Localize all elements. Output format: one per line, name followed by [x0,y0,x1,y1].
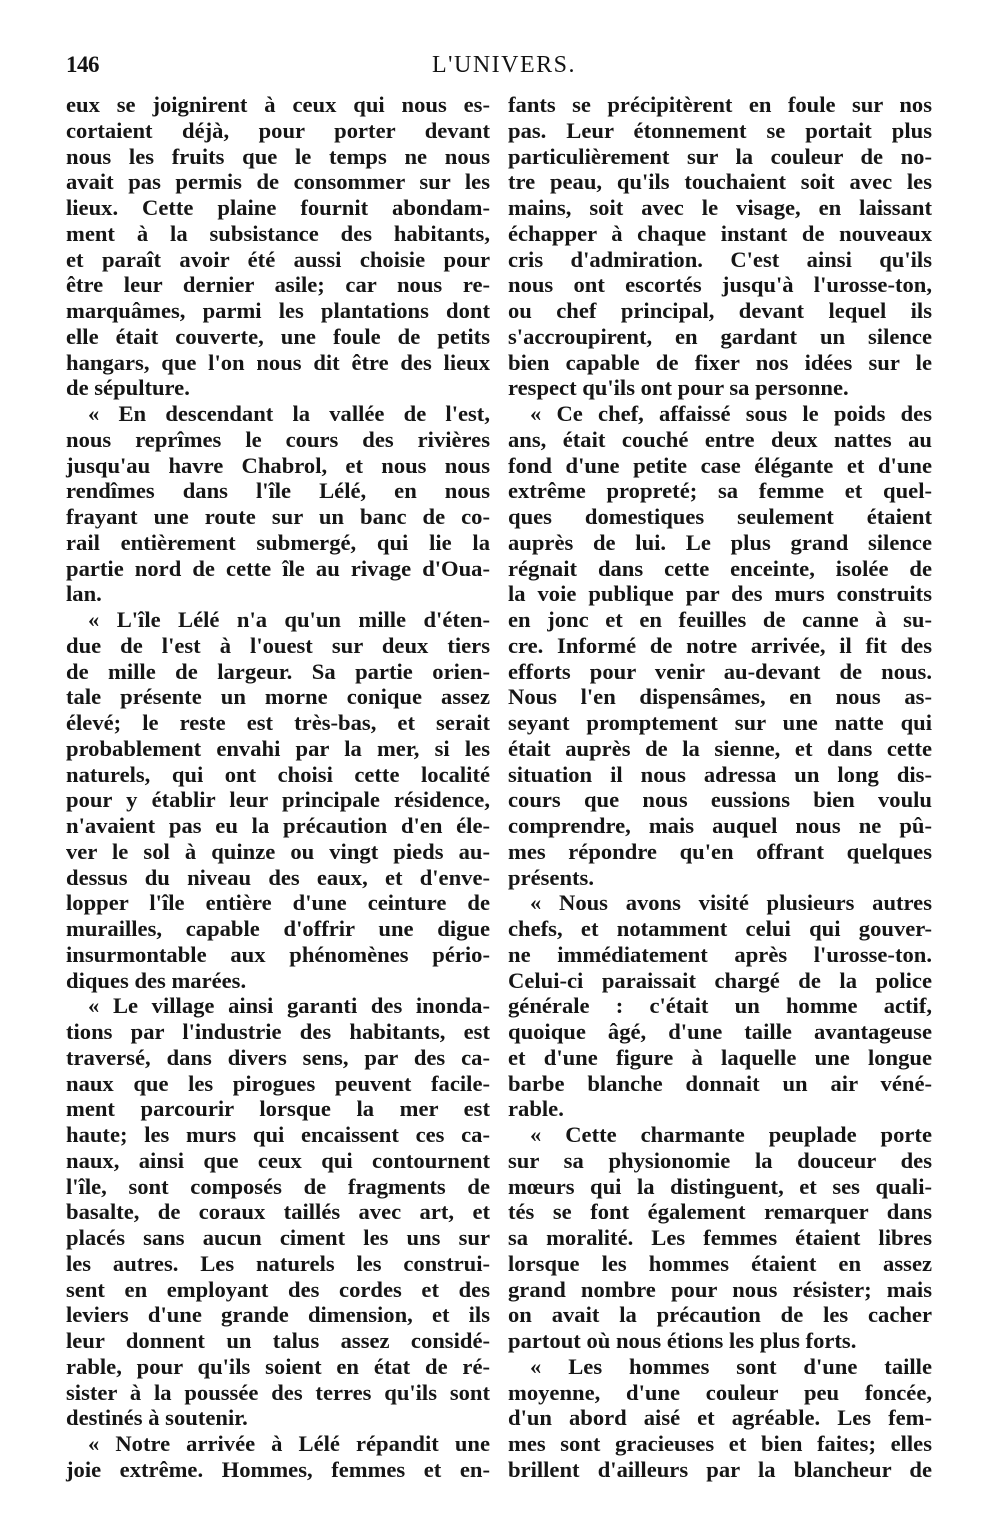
paragraph-first-line: « Notre arrivée à Lélé répandit une [88,1431,490,1456]
text-column-left [66,92,490,1483]
text-line: probablement envahi par la mer, si les [66,735,490,761]
text-line: respect qu'ils ont pour sa personne. [508,375,849,401]
text-line: l'île, sont composés de fragments de [66,1173,490,1199]
text-line: lopper l'île entière d'une ceinture de [66,890,490,916]
page-number: 146 [66,52,99,77]
text-line: comprendre, mais auquel nous ne pû- [508,813,932,838]
text-line: pas. Leur étonnement se portait plus [508,117,932,143]
paragraph-first-line: « Le village ainsi garanti des inonda- [88,993,490,1019]
text-line: mœurs qui la distinguent, et ses quali- [508,1173,932,1199]
text-line: être leur dernier asile; car nous re- [66,272,490,298]
text-line: tale présente un morne conique assez [66,684,490,710]
text-line: moyenne, d'une couleur peu foncée, [508,1379,932,1405]
text-line: murailles, capable d'offrir une digue [66,916,490,941]
text-line: mes répondre qu'en offrant quelques [508,838,932,864]
text-line: Celui-ci paraissait chargé de la police [508,967,932,993]
text-line: cortaient déjà, pour porter devant [66,117,490,143]
paragraph-first-line: « L'île Lélé n'a qu'un mille d'éten- [88,607,490,632]
text-line: destinés à soutenir. [66,1405,248,1431]
text-line: rable, pour qu'ils soient en état de ré- [66,1353,490,1379]
text-line: naux, ainsi que ceux qui contournent [66,1147,490,1173]
text-line: et paraît avoir été aussi choisie pour [66,246,490,272]
text-line: auprès de lui. Le plus grand silence [508,529,932,555]
text-line: elle était couverte, une foule de petits [66,323,490,349]
text-line: générale : c'était un homme actif, [508,993,932,1019]
text-line: ne immédiatement après l'urosse-ton. [508,941,932,967]
text-line: tions par l'industrie des habitants, est [66,1019,490,1044]
text-line: marquâmes, parmi les plantations dont [66,298,490,323]
text-line: ans, était couché entre deux nattes au [508,426,932,452]
text-line: chefs, et notamment celui qui gouver- [508,916,932,941]
text-line: cre. Informé de notre arrivée, il fit des [508,632,932,658]
text-line: mes sont gracieuses et bien faites; elles [508,1431,932,1456]
text-line: traversé, dans divers sens, par des ca- [66,1044,490,1070]
text-line: ver le sol à quinze ou vingt pieds au- [66,838,490,864]
text-line: régnait dans cette enceinte, isolée de [508,555,932,581]
text-line: ou chef principal, devant lequel ils [508,298,932,323]
text-line: hangars, que l'on nous dit être des lieux [66,349,490,375]
paragraph-first-line: « Cette charmante peuplade porte [530,1122,932,1147]
text-line: bien capable de fixer nos idées sur le [508,349,932,375]
text-line: on avait la précaution de les cacher [508,1302,932,1328]
text-line: les autres. Les naturels les construi- [66,1250,490,1276]
page-header [66,52,932,82]
text-line: rable. [508,1096,564,1122]
text-line: eux se joignirent à ceux qui nous es- [66,92,490,117]
text-line: s'accroupirent, en gardant un silence [508,323,932,349]
text-line: cris d'admiration. C'est ainsi qu'ils [508,246,932,272]
running-title: L'UNIVERS. [432,52,576,78]
text-line: Nous l'en dispensâmes, en nous as- [508,684,932,710]
text-line: basalte, de coraux taillés avec art, et [66,1199,490,1225]
text-line: barbe blanche donnait un air véné- [508,1070,932,1096]
text-line: tés se font également remarquer dans [508,1199,932,1225]
text-line: fond d'une petite case élégante et d'une [508,452,932,478]
text-line: lorsque les hommes étaient en assez [508,1250,932,1276]
text-line: fants se précipitèrent en foule sur nos [508,92,932,117]
text-line: n'avaient pas eu la précaution d'en éle- [66,813,490,838]
text-line: lan. [66,581,102,607]
text-line: seyant promptement sur une natte qui [508,710,932,735]
text-line: naturels, qui ont choisi cette localité [66,761,490,787]
text-line: nous reprîmes le cours des rivières [66,426,490,452]
text-line: placés sans aucun ciment les uns sur [66,1225,490,1250]
text-line: leur donnent un talus assez considé- [66,1328,490,1353]
text-line: partout où nous étions les plus forts. [508,1328,857,1353]
text-line: efforts pour venir au-devant de nous. [508,658,932,684]
text-line: jusqu'au havre Chabrol, et nous nous [66,452,490,478]
text-line: ment parcourir lorsque la mer est [66,1096,490,1122]
text-line: extrême propreté; sa femme et quel- [508,478,932,504]
text-line: diques des marées. [66,967,247,993]
text-line: brillent d'ailleurs par la blancheur de [508,1456,932,1482]
paragraph-first-line: « Ce chef, affaissé sous le poids des [530,401,932,426]
text-line: échapper à chaque instant de nouveaux [508,220,932,246]
text-line: présents. [508,864,594,890]
text-line: nous ont escortés jusqu'à l'urosse-ton, [508,272,932,298]
text-line: pour y établir leur principale résidence, [66,787,490,813]
text-line: dessus du niveau des eaux, et d'enve- [66,864,490,890]
text-line: était auprès de la sienne, et dans cette [508,735,932,761]
text-line: lieux. Cette plaine fournit abondam- [66,195,490,220]
text-line: situation il nous adressa un long dis- [508,761,932,787]
text-line: avait pas permis de consommer sur les [66,169,490,195]
text-line: rail entièrement submergé, qui lie la [66,529,490,555]
text-line: tre peau, qu'ils touchaient soit avec les [508,169,932,195]
text-line: partie nord de cette île au rivage d'Oua- [66,555,490,581]
paragraph-first-line: « En descendant la vallée de l'est, [88,401,490,426]
text-line: insurmontable aux phénomènes pério- [66,941,490,967]
text-line: ques domestiques seulement étaient [508,504,932,529]
text-line: rendîmes dans l'île Lélé, en nous [66,478,490,504]
text-line: mains, soit avec le visage, en laissant [508,195,932,220]
paragraph-first-line: « Nous avons visité plusieurs autres [530,890,932,916]
text-line: grand nombre pour nous résister; mais [508,1276,932,1302]
text-line: particulièrement sur la couleur de no- [508,143,932,169]
paragraph-first-line: « Les hommes sont d'une taille [530,1353,932,1379]
text-line: leviers d'une grande dimension, et ils [66,1302,490,1328]
text-line: frayant une route sur un banc de co- [66,504,490,529]
text-line: d'un abord aisé et agréable. Les fem- [508,1405,932,1431]
text-line: de mille de largeur. Sa partie orien- [66,658,490,684]
text-line: la voie publique par des murs construits [508,581,932,607]
text-line: naux que les pirogues peuvent facile- [66,1070,490,1096]
text-line: et d'une figure à laquelle une longue [508,1044,932,1070]
text-line: due de l'est à l'ouest sur deux tiers [66,632,490,658]
text-line: sent en employant des cordes et des [66,1276,490,1302]
text-line: nous les fruits que le temps ne nous [66,143,490,169]
text-line: ment à la subsistance des habitants, [66,220,490,246]
text-column-right [508,92,932,1483]
text-line: haute; les murs qui encaissent ces ca- [66,1122,490,1147]
text-line: en jonc et en feuilles de canne à su- [508,607,932,632]
text-line: sa moralité. Les femmes étaient libres [508,1225,932,1250]
text-line: élevé; le reste est très-bas, et serait [66,710,490,735]
text-line: joie extrême. Hommes, femmes et en- [66,1456,490,1482]
text-line: de sépulture. [66,375,190,401]
text-line: sur sa physionomie la douceur des [508,1147,932,1173]
text-line: sister à la poussée des terres qu'ils sont [66,1379,490,1405]
text-line: cours que nous eussions bien voulu [508,787,932,813]
text-line: quoique âgé, d'une taille avantageuse [508,1019,932,1044]
